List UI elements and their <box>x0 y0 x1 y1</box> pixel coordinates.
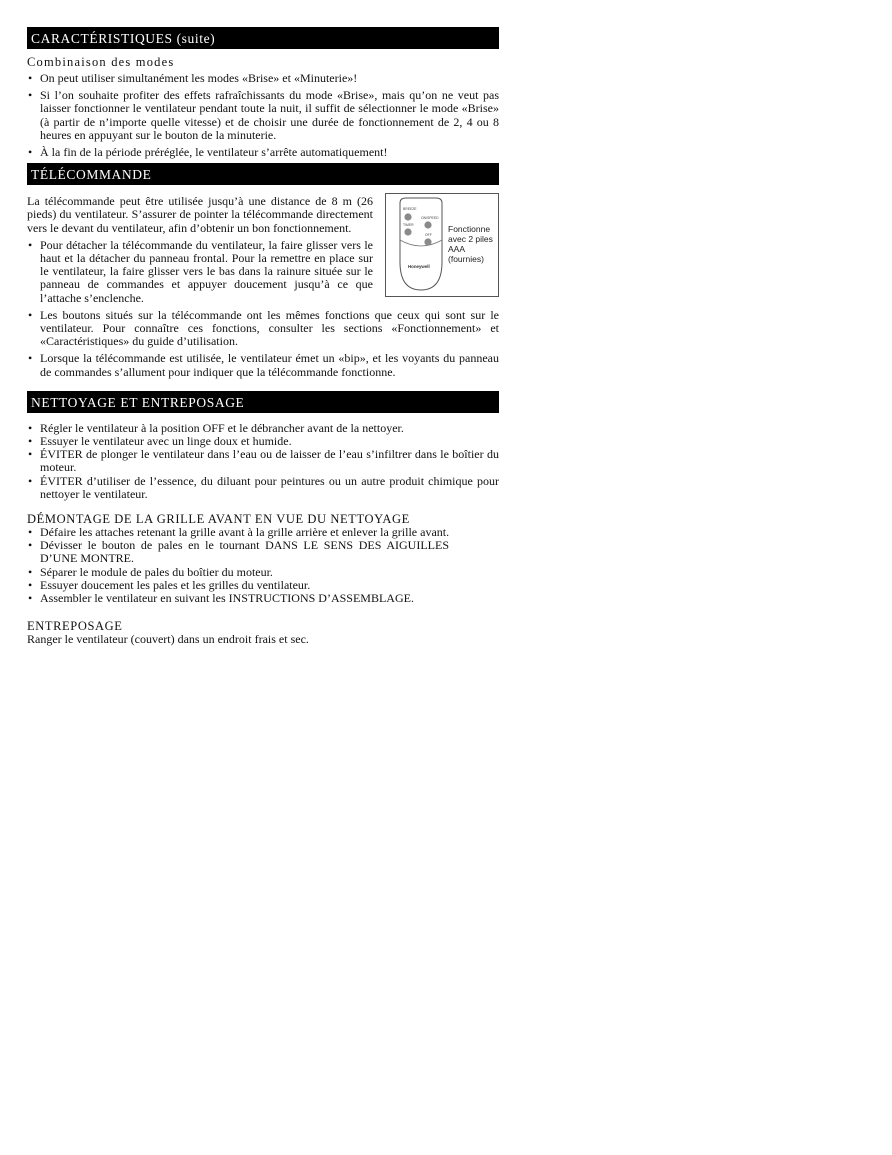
timer-button-icon <box>404 229 411 236</box>
grille-bullet-list <box>27 526 499 605</box>
features-bullet-list <box>27 72 499 159</box>
remote-header: TÉLÉCOMMANDE <box>27 163 499 185</box>
remote-intro: La télécommande peut être utilisée jusqu’à une distance de 8 m (26 pieds) du ventilateur. S’assurer de pointer la télécommande directement vers le devant du ventilateur, afin d’obtenir un bon fonctionnement. <box>27 194 373 235</box>
modes-combination-subtitle: Combinaison des modes <box>27 55 175 69</box>
list-item: • Séparer le module de pales du boîtier du moteur. <box>27 566 499 579</box>
remote-bullets-narrow <box>27 239 373 305</box>
list-item: • Lorsque la télécommande est utilisée, le ventilateur émet un «bip», et les voyants du panneau de commandes s’allument pour indiquer que la télécommande fonctionne. <box>27 352 499 378</box>
storage-text: Ranger le ventilateur (couvert) dans un endroit frais et sec. <box>27 632 309 647</box>
list-item: • Régler le ventilateur à la position OFF et le débrancher avant de la nettoyer. <box>27 422 499 435</box>
page-column <box>27 27 499 647</box>
grille-removal-title: DÉMONTAGE DE LA GRILLE AVANT EN VUE DU NETTOYAGE <box>27 512 410 527</box>
list-item: • Essuyer le ventilateur avec un linge doux et humide. <box>27 435 499 448</box>
list-item: • Les boutons situés sur la télécommande ont les mêmes fonctions que ceux qui sont sur le ventilateur. Pour connaître ces fonctions, consulter les sections «Fonctionnement» et «Caractéristiques» du guide d’utilisation. <box>27 309 499 349</box>
remote-text-block <box>27 195 373 305</box>
timer-label: TIMER <box>403 223 414 228</box>
remote-control-figure <box>385 193 499 297</box>
list-item: • Défaire les attaches retenant la grille avant à la grille arrière et enlever la grille avant. <box>27 526 499 539</box>
list-item: • On peut utiliser simultanément les modes «Brise» et «Minuterie»! <box>27 72 499 85</box>
list-item: • À la fin de la période préréglée, le ventilateur s’arrête automatiquement! <box>27 146 499 159</box>
list-item: • Pour détacher la télécommande du ventilateur, la faire glisser vers le haut et la détacher du panneau frontal. Pour la remettre en place sur le ventilateur, la faire glisser vers le bas dans la rainure située sur le panneau de commandes et appuyer doucement jusqu’à ce que l’attache s’enclenche. <box>27 239 373 305</box>
list-item: • Assembler le ventilateur en suivant les INSTRUCTIONS D’ASSEMBLAGE. <box>27 592 499 605</box>
storage-title: ENTREPOSAGE <box>27 619 123 634</box>
remote-section <box>27 195 499 305</box>
speed-button-icon <box>424 222 431 229</box>
list-item: • Si l’on souhaite profiter des effets rafraîchissants du mode «Brise», mais qu’on ne veut pas laisser fonctionner le ventilateur pendant toute la nuit, il suffit de sélectionner le mode «Brise» (à partir de n’importe quelle vitesse) et de choisir une durée de fonctionnement de 2, 4 ou 8 heures en appuyant sur le bouton de la minuterie. <box>27 89 499 142</box>
list-item: • ÉVITER d’utiliser de l’essence, du diluant pour peintures ou un autre produit chimique pour nettoyer le ventilateur. <box>27 475 499 501</box>
list-item: • ÉVITER de plonger le ventilateur dans l’eau ou de laisser de l’eau s’infiltrer dans le boîtier du moteur. <box>27 448 499 474</box>
breeze-button-icon <box>404 214 411 221</box>
battery-caption: Fonctionne avec 2 piles AAA (fournies) <box>448 224 493 265</box>
remote-bullets-wide <box>27 309 499 379</box>
honeywell-logo: Honeywell <box>408 264 430 270</box>
cleaning-header: NETTOYAGE ET ENTREPOSAGE <box>27 391 499 413</box>
cleaning-bullet-list <box>27 422 499 501</box>
speed-label: ON/SPEED <box>421 216 439 221</box>
features-header: CARACTÉRISTIQUES (suite) <box>27 27 499 49</box>
list-item: • Essuyer doucement les pales et les grilles du ventilateur. <box>27 579 499 592</box>
breeze-label: BREEZE <box>403 207 417 212</box>
list-item: • Dévisser le bouton de pales en le tournant DANS LE SENS DES AIGUILLES D’UNE MONTRE. <box>27 539 499 565</box>
off-button-icon <box>424 239 431 246</box>
off-label: OFF <box>425 233 432 238</box>
